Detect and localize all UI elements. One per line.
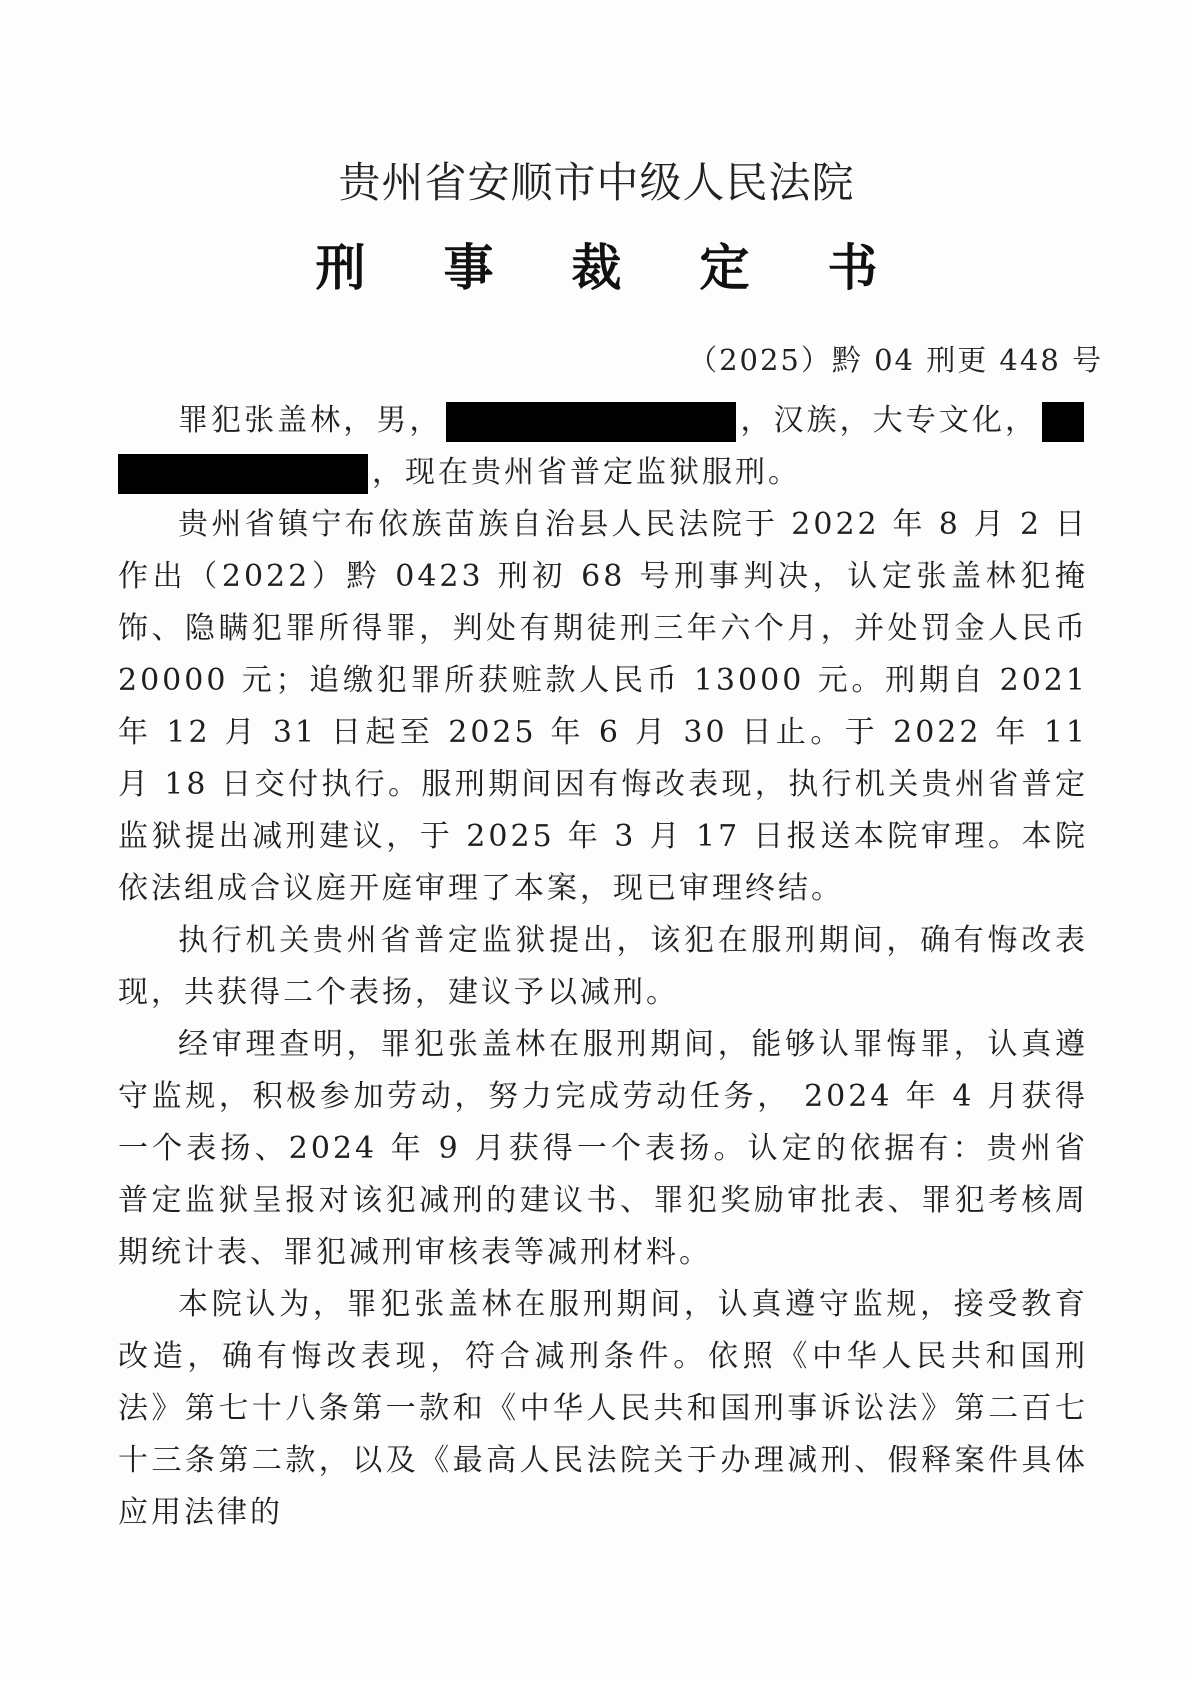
paragraph-original-judgment: 贵州省镇宁布依族苗族自治县人民法院于 2022 年 8 月 2 日作出（2022）黔 0423 刑初 68 号刑事判决，认定张盖林犯掩饰、隐瞒犯罪所得罪，判处有期徒刑三年六个月，并处罚金人民币 20000 元；追缴犯罪所获赃款人民币 13000 元。刑期自 2021 年 12 月 31 日起至 2025 年 6 月 30 日止。于 2022 年 11 月 18 日交付执行。服刑期间因有悔改表现，执行机关贵州省普定监狱提出减刑建议，于 2025 年 3 月 17 日报送本院审理。本院依法组成合议庭开庭审理了本案，现已审理终结。 xyxy=(118,507,1088,906)
paragraph-prison-proposal: 执行机关贵州省普定监狱提出，该犯在服刑期间，确有悔改表现，共获得二个表扬，建议予以减刑。 xyxy=(118,923,1088,1010)
redaction-block xyxy=(1042,402,1084,442)
defendant-info-part-3: ，现在贵州省普定监狱服刑。 xyxy=(372,455,801,490)
paragraph-defendant-info xyxy=(118,395,1088,499)
document-body xyxy=(118,395,1088,1539)
redaction-block xyxy=(118,454,368,494)
redaction-block xyxy=(446,402,736,442)
case-number: （2025）黔 04 刑更 448 号 xyxy=(688,343,1103,377)
court-name: 贵州省安顺市中级人民法院 xyxy=(338,158,855,207)
defendant-info-part-1: 罪犯张盖林，男， xyxy=(178,403,443,438)
paragraph-findings: 经审理查明，罪犯张盖林在服刑期间，能够认罪悔罪，认真遵守监规，积极参加劳动，努力完成劳动任务， 2024 年 4 月获得一个表扬、2024 年 9 月获得一个表扬。认定的依据有：贵州省普定监狱呈报对该犯减刑的建议书、罪犯奖励审批表、罪犯考核周期统计表、罪犯减刑审核表等减刑材料。 xyxy=(118,1027,1088,1270)
paragraph-court-opinion: 本院认为，罪犯张盖林在服刑期间，认真遵守监规，接受教育改造，确有悔改表现，符合减刑条件。依照《中华人民共和国刑法》第七十八条第一款和《中华人民共和国刑事诉讼法》第二百七十三条第二款，以及《最高人民法院关于办理减刑、假释案件具体应用法律的 xyxy=(118,1287,1088,1530)
defendant-info-part-2: ，汉族，大专文化， xyxy=(740,403,1039,438)
document-type-title: 刑事裁定书 xyxy=(315,239,956,297)
